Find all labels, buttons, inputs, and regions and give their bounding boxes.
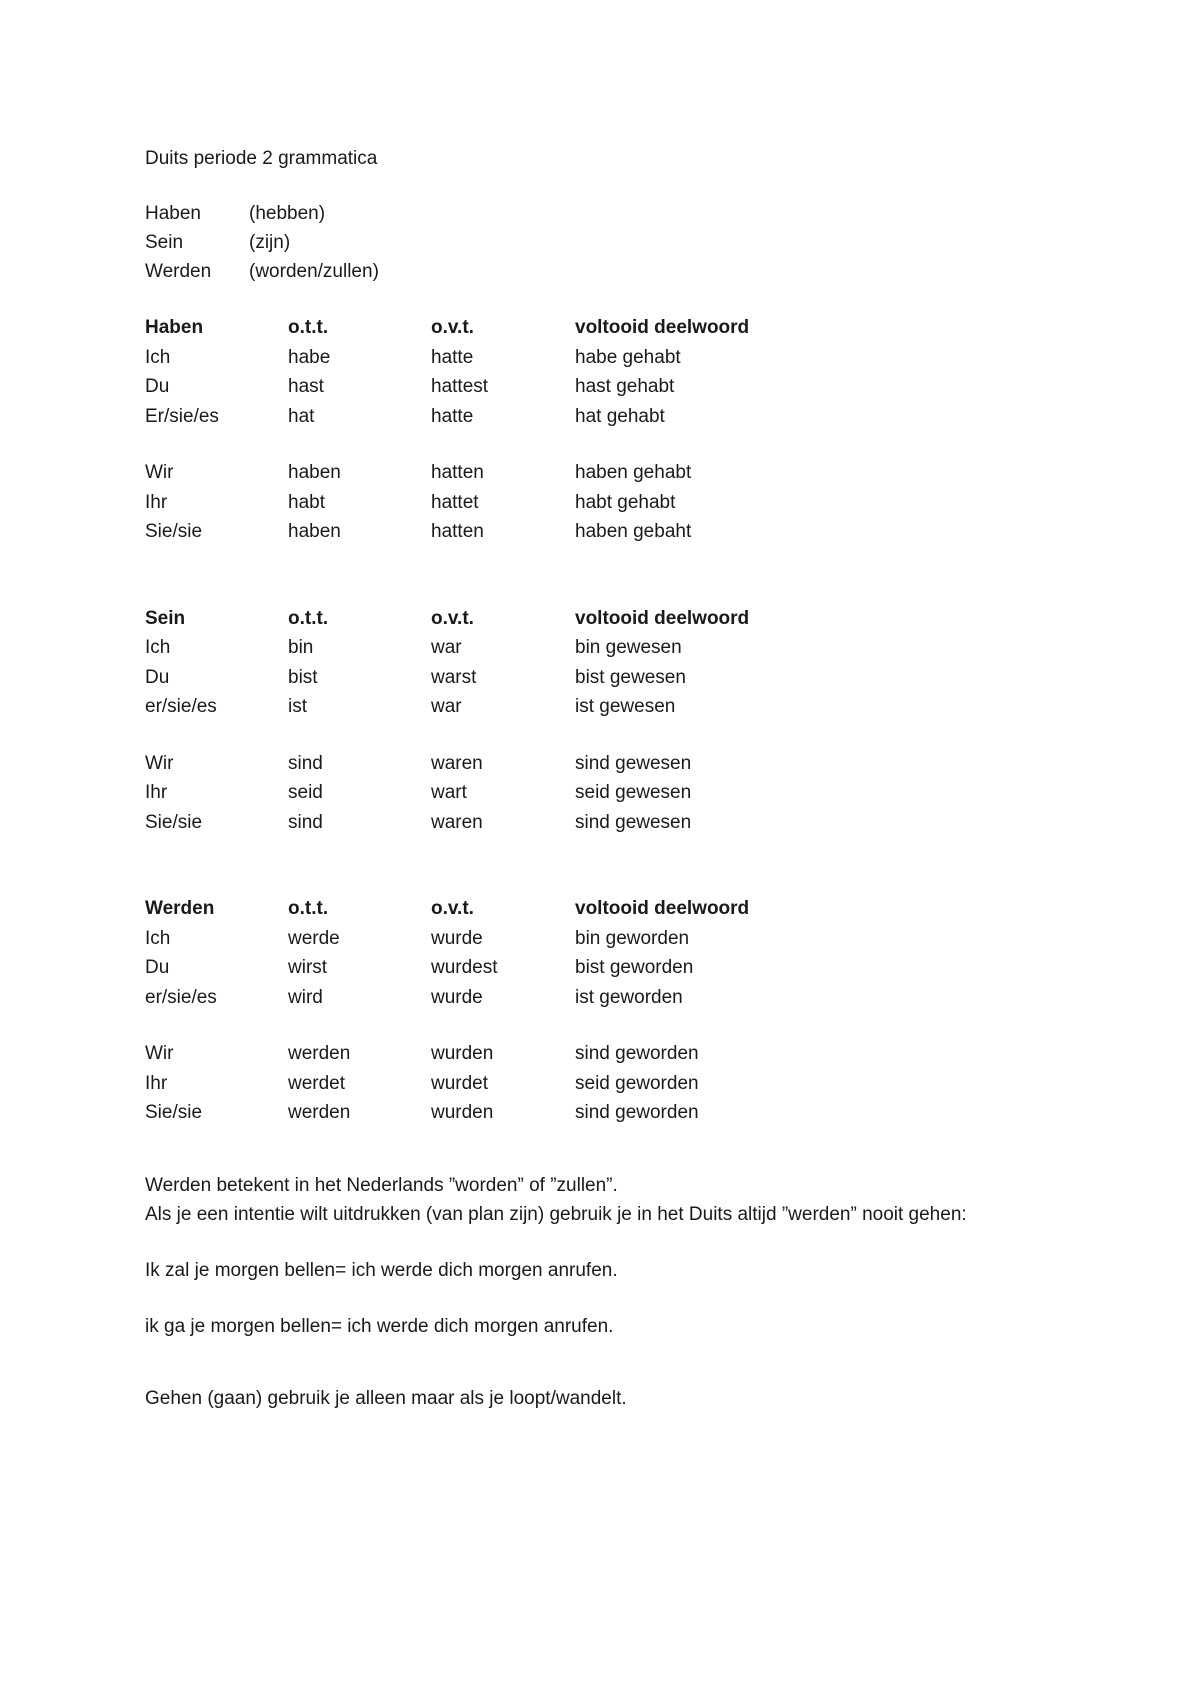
- verb-german: Werden: [145, 261, 212, 282]
- verb-row: [145, 228, 1085, 257]
- header-verb: Werden: [145, 898, 215, 919]
- ovt-form: hattet: [431, 491, 479, 513]
- table-header-row: [145, 604, 1085, 634]
- pronoun: Du: [145, 666, 170, 688]
- perfect-form: sind gewesen: [575, 811, 692, 833]
- header-verb: Sein: [145, 607, 186, 629]
- pronoun: Ihr: [145, 491, 168, 513]
- conjugation-table-sein: [145, 604, 1085, 838]
- perfect-form: sind gewesen: [575, 752, 692, 774]
- example-sentence: ik ga je morgen bellen= ich werde dich morgen anrufen.: [145, 1315, 614, 1337]
- note-werden-meaning: Werden betekent in het Nederlands ”worden” of ”zullen”.: [145, 1174, 618, 1196]
- ott-form: wird: [288, 986, 323, 1008]
- ott-form: bin: [288, 637, 314, 658]
- table-row: [145, 402, 1085, 432]
- ovt-form: warst: [431, 666, 477, 688]
- pronoun: Ich: [145, 346, 171, 368]
- ott-form: sind: [288, 811, 323, 833]
- ovt-form: wurden: [431, 1043, 494, 1064]
- ovt-form: wurdet: [431, 1072, 489, 1094]
- table-row: [145, 343, 1085, 373]
- pronoun: Du: [145, 376, 170, 397]
- table-row: [145, 517, 1085, 547]
- header-ott: o.t.t.: [288, 898, 329, 919]
- table-row: [145, 778, 1085, 808]
- ott-form: wirst: [288, 957, 328, 978]
- perfect-form: hat gehabt: [575, 405, 665, 427]
- ovt-form: hatte: [431, 405, 474, 427]
- table-header-row: [145, 313, 1085, 343]
- table-row: [145, 372, 1085, 402]
- ovt-form: wurden: [431, 1102, 494, 1123]
- ott-form: hast: [288, 376, 324, 397]
- pronoun: Wir: [145, 1043, 174, 1064]
- ott-form: werdet: [288, 1072, 346, 1094]
- pronoun: Ich: [145, 637, 171, 658]
- ovt-form: wurde: [431, 986, 483, 1008]
- verb-row: [145, 257, 1085, 286]
- ott-form: habe: [288, 346, 331, 368]
- verb-german: Haben: [145, 203, 201, 224]
- header-ovt: o.v.t.: [431, 317, 474, 338]
- pronoun: Ihr: [145, 1072, 168, 1094]
- pronoun: er/sie/es: [145, 986, 217, 1008]
- header-ovt: o.v.t.: [431, 898, 474, 919]
- verb-row: [145, 199, 1085, 228]
- table-row: [145, 924, 1085, 954]
- document-page: [145, 145, 1085, 1413]
- pronoun: Ihr: [145, 782, 168, 803]
- verb-dutch: (worden/zullen): [249, 261, 379, 282]
- ovt-form: war: [431, 637, 462, 658]
- pronoun: Er/sie/es: [145, 405, 219, 427]
- table-row: [145, 458, 1085, 488]
- perfect-form: bin geworden: [575, 927, 690, 949]
- ovt-form: wurde: [431, 927, 483, 949]
- pronoun: Wir: [145, 462, 174, 483]
- table-row: [145, 749, 1085, 779]
- pronoun: er/sie/es: [145, 696, 217, 717]
- pronoun: Sie/sie: [145, 1102, 203, 1123]
- ovt-form: wart: [431, 782, 467, 803]
- header-ott: o.t.t.: [288, 607, 329, 629]
- header-ott: o.t.t.: [288, 317, 329, 338]
- ott-form: haben: [288, 462, 341, 483]
- table-row: [145, 692, 1085, 722]
- perfect-form: haben gehabt: [575, 462, 692, 483]
- header-voltooid: voltooid deelwoord: [575, 898, 750, 919]
- ovt-form: wurdest: [431, 957, 498, 978]
- conjugation-table-haben: [145, 313, 1085, 547]
- ovt-form: waren: [431, 811, 483, 833]
- ott-form: sind: [288, 752, 323, 774]
- ott-form: werden: [288, 1043, 351, 1064]
- header-verb: Haben: [145, 317, 204, 338]
- ovt-form: war: [431, 696, 462, 717]
- ott-form: seid: [288, 782, 323, 803]
- conjugation-table-werden: [145, 894, 1085, 1128]
- table-header-row: [145, 894, 1085, 924]
- perfect-form: seid gewesen: [575, 782, 692, 803]
- pronoun: Du: [145, 957, 170, 978]
- table-row: [145, 953, 1085, 983]
- note-intention: Als je een intentie wilt uitdrukken (van plan zijn) gebruik je in het Duits altijd ”werden” nooit gehen:: [145, 1203, 967, 1225]
- perfect-form: ist gewesen: [575, 696, 676, 717]
- perfect-form: bin gewesen: [575, 637, 682, 658]
- ovt-form: hatte: [431, 346, 474, 368]
- ovt-form: waren: [431, 752, 483, 774]
- table-row: [145, 808, 1085, 838]
- table-row: [145, 1039, 1085, 1069]
- ott-form: ist: [288, 696, 307, 717]
- header-ovt: o.v.t.: [431, 607, 474, 629]
- verb-dutch: (zijn): [249, 232, 291, 253]
- note-gehen: Gehen (gaan) gebruik je alleen maar als je loopt/wandelt.: [145, 1387, 627, 1409]
- perfect-form: bist gewesen: [575, 666, 686, 688]
- pronoun: Sie/sie: [145, 521, 203, 542]
- pronoun: Wir: [145, 752, 174, 774]
- table-row: [145, 488, 1085, 518]
- ott-form: hat: [288, 405, 315, 427]
- table-row: [145, 663, 1085, 693]
- header-voltooid: voltooid deelwoord: [575, 317, 750, 338]
- notes-section: [145, 1171, 1085, 1413]
- table-row: [145, 633, 1085, 663]
- perfect-form: seid geworden: [575, 1072, 699, 1094]
- verb-dutch: (hebben): [249, 203, 326, 224]
- perfect-form: haben gebaht: [575, 521, 692, 542]
- ott-form: haben: [288, 521, 341, 542]
- perfect-form: bist geworden: [575, 957, 694, 978]
- ovt-form: hattest: [431, 376, 489, 397]
- perfect-form: sind geworden: [575, 1102, 699, 1123]
- pronoun: Ich: [145, 927, 171, 949]
- perfect-form: sind geworden: [575, 1043, 699, 1064]
- table-row: [145, 1069, 1085, 1099]
- ott-form: werden: [288, 1102, 351, 1123]
- ott-form: bist: [288, 666, 318, 688]
- perfect-form: habe gehabt: [575, 346, 681, 368]
- perfect-form: ist geworden: [575, 986, 683, 1008]
- document-title: Duits periode 2 grammatica: [145, 148, 378, 169]
- perfect-form: habt gehabt: [575, 491, 676, 513]
- perfect-form: hast gehabt: [575, 376, 675, 397]
- pronoun: Sie/sie: [145, 811, 203, 833]
- verb-list: [145, 199, 1085, 286]
- ott-form: habt: [288, 491, 325, 513]
- ovt-form: hatten: [431, 521, 484, 542]
- verb-german: Sein: [145, 232, 184, 253]
- table-row: [145, 983, 1085, 1013]
- header-voltooid: voltooid deelwoord: [575, 607, 750, 629]
- example-sentence: Ik zal je morgen bellen= ich werde dich morgen anrufen.: [145, 1259, 618, 1281]
- ott-form: werde: [288, 927, 340, 949]
- ovt-form: hatten: [431, 462, 484, 483]
- table-row: [145, 1098, 1085, 1128]
